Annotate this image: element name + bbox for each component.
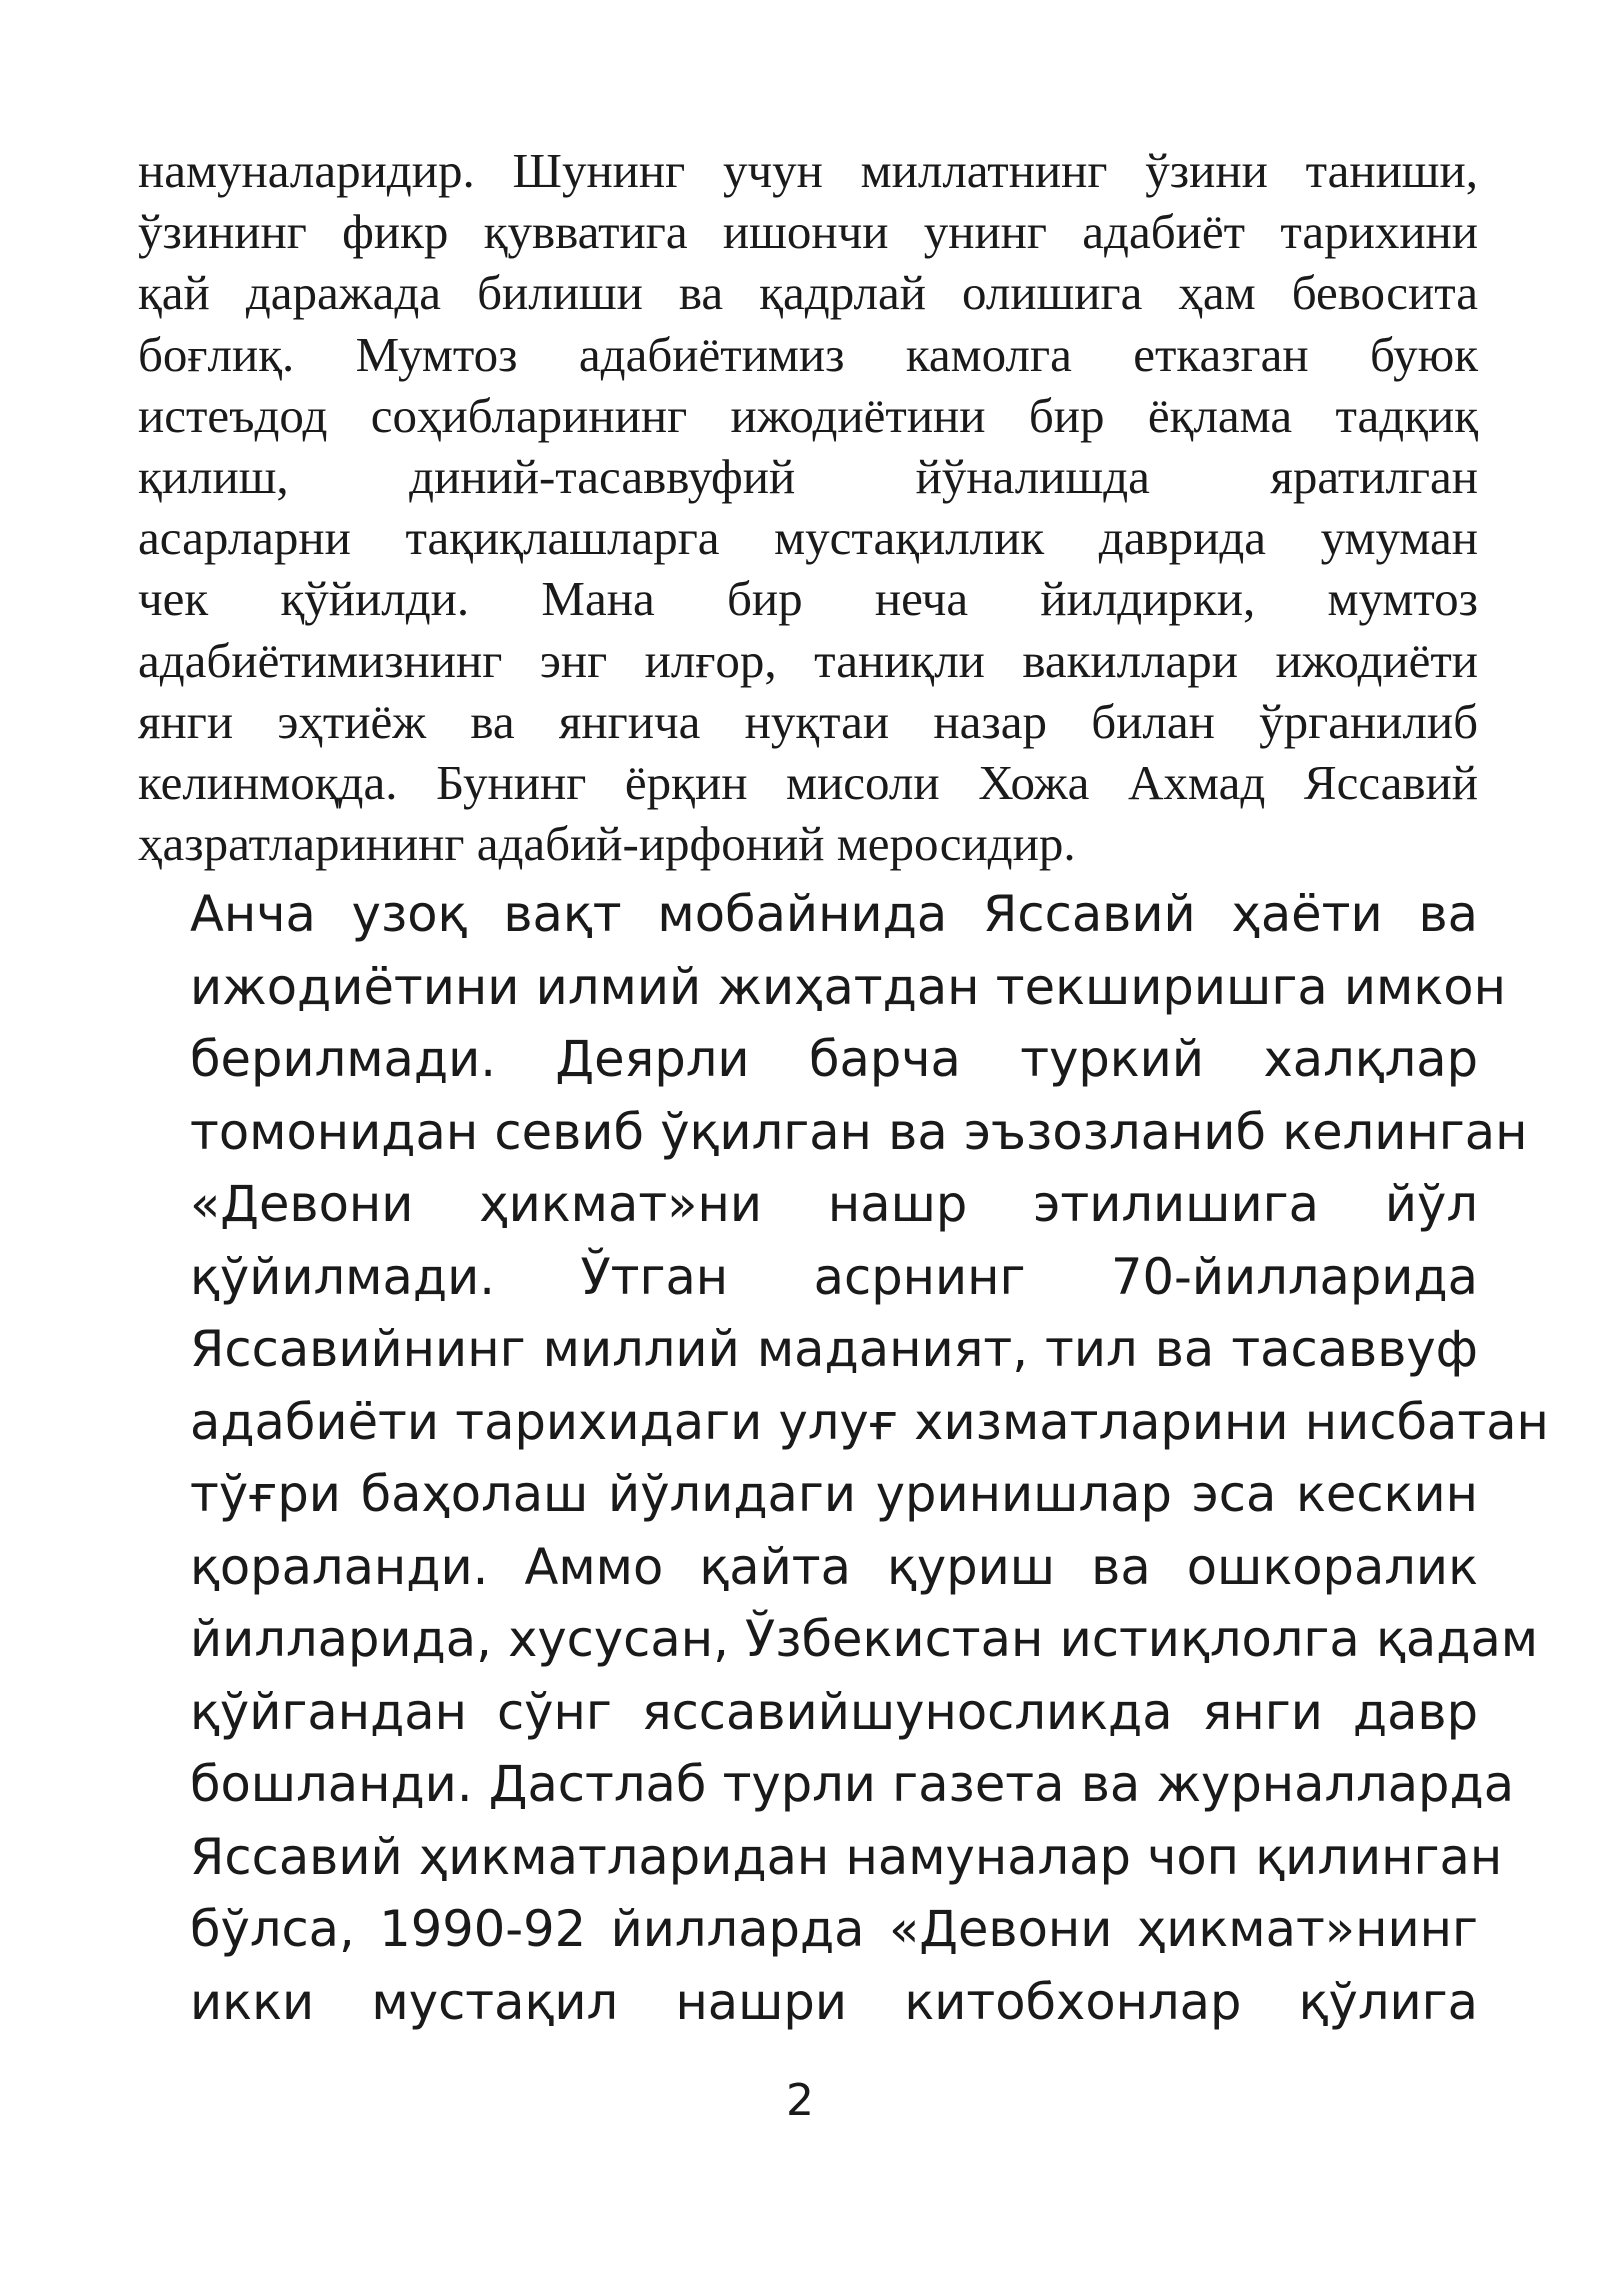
text-line: ҳазратларининг адабий-ирфоний меросидир. (138, 816, 1076, 872)
text-line: икки мустақил нашри китобхонлар қўлига (190, 1972, 1478, 2031)
text-line: томонидан севиб ўқилган ва эъзозланиб келинган (190, 1102, 1528, 1161)
text-line: тўғри баҳолаш йўлидаги уринишлар эса кескин (190, 1465, 1478, 1523)
text-line: йилларида, хусусан, Ўзбекистан истиқлолга қадам (190, 1610, 1539, 1668)
text-line: янги эҳтиёж ва янгича нуқтаи назар билан ўрганилиб (138, 693, 1478, 749)
text-line: Яссавийнинг миллий маданият, тил ва тасаввуф (190, 1320, 1478, 1378)
text-line: бўлса, 1990-92 йилларда «Девони ҳикмат»нинг (190, 1900, 1478, 1958)
text-line: намуналаридир. Шунинг учун миллатнинг ўзини таниши, (138, 143, 1478, 198)
text-line: қай даражада билиши ва қадрлай олишига ҳам бевосита (138, 265, 1478, 321)
text-line: истеъдод соҳибларининг ижодиётини бир ёқлама тадқиқ (138, 387, 1478, 443)
text-line: чек қўйилди. Мана бир неча йилдирки, мумтоз (138, 571, 1478, 627)
text-line: адабиёти тарихидаги улуғ хизматларини нисбатан (190, 1392, 1549, 1451)
text-line: ижодиётини илмий жиҳатдан текширишга имкон (190, 957, 1506, 1016)
text-line: бошланди. Дастлаб турли газета ва журналларда (190, 1755, 1515, 1813)
text-line: ўзининг фикр қувватига ишончи унинг адабиёт тарихини (138, 204, 1478, 260)
text-line: қораланди. Аммо қайта қуриш ва ошкоралик (190, 1537, 1478, 1596)
text-line: берилмади. Деярли барча туркий халқлар (190, 1030, 1478, 1088)
page-number: 2 (786, 2075, 814, 2126)
text-line: «Девони ҳикмат»ни нашр этилишига йўл (190, 1175, 1478, 1233)
text-line: қўйилмади. Ўтган асрнинг 70-йилларида (190, 1247, 1478, 1306)
text-line: адабиётимизнинг энг илғор, таниқли вакиллари ижодиёти (138, 632, 1478, 688)
text-line: боғлиқ. Мумтоз адабиётимиз камолга етказган буюк (138, 326, 1478, 382)
text-line: Яссавий ҳикматларидан намуналар чоп қилинган (190, 1827, 1503, 1886)
paragraph-serif (138, 140, 1478, 874)
text-line: қилиш, диний-тасаввуфий йўналишда яратилган (138, 449, 1478, 505)
paragraph-sans (138, 878, 1549, 2038)
text-line: Анча узоқ вақт мобайнида Яссавий ҳаёти ва (190, 885, 1478, 943)
text-line: қўйгандан сўнг яссавийшуносликда янги давр (190, 1682, 1478, 1741)
text-line: асарларни тақиқлашларга мустақиллик даврида умуман (138, 510, 1478, 566)
text-line: келинмоқда. Бунинг ёрқин мисоли Хожа Ахмад Яссавий (138, 755, 1478, 811)
